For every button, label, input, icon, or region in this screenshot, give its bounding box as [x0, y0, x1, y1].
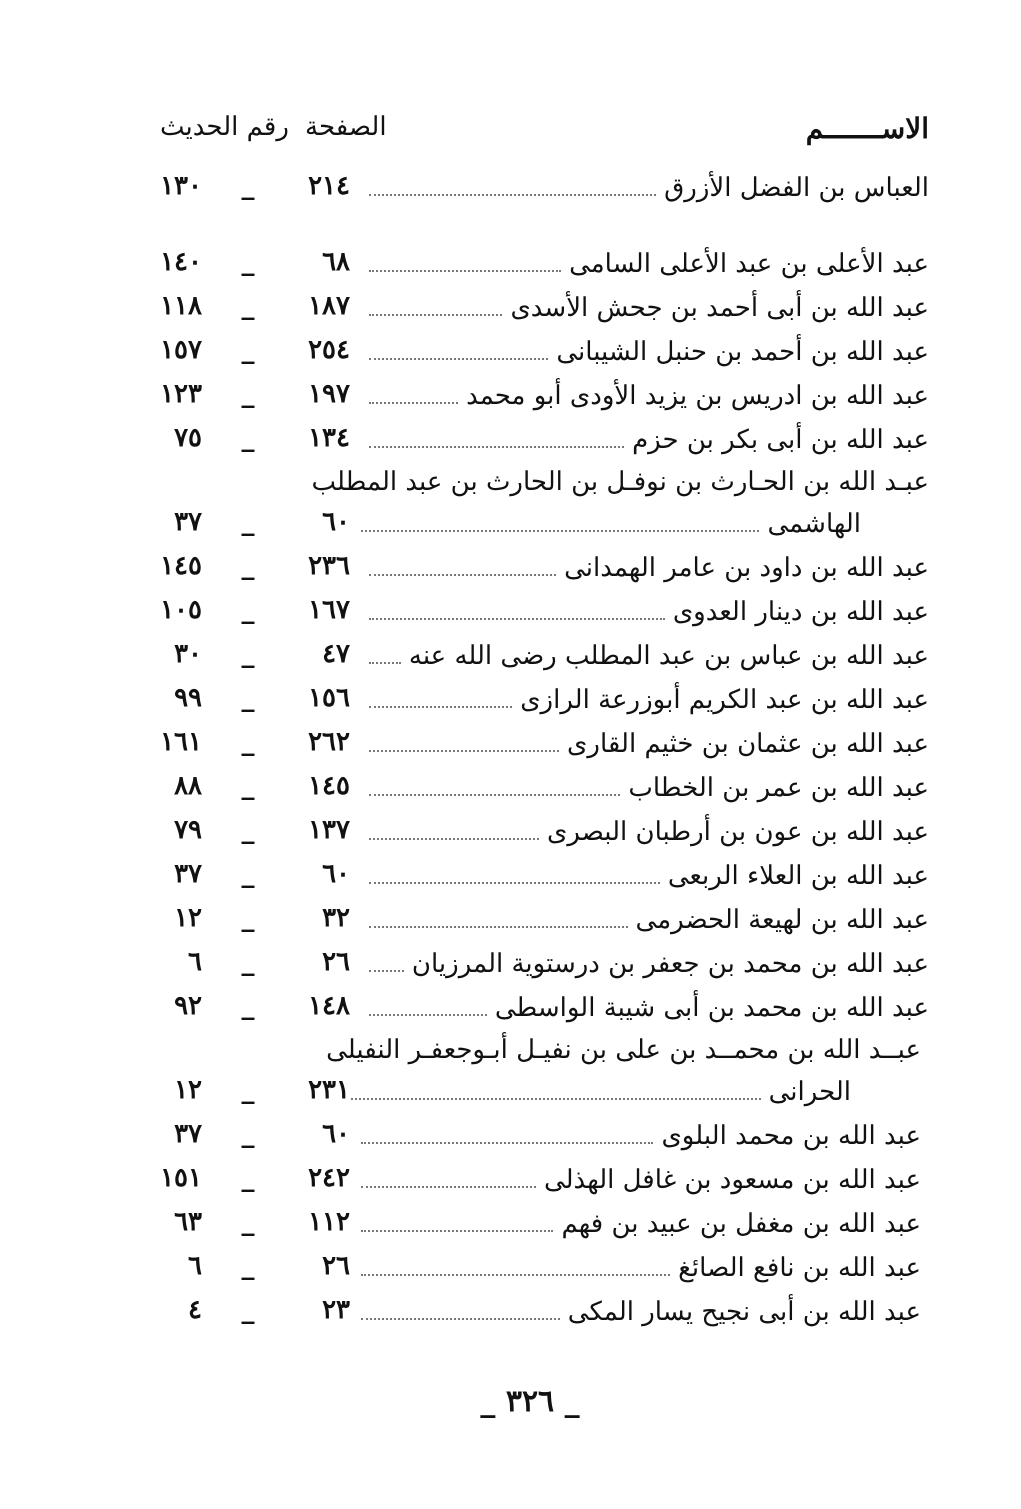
entry-name: عبد الله بن العلاء الربعى: [667, 861, 929, 891]
entry-name: عبد الله بن عبد الكريم أبوزرعة الرازى: [520, 685, 929, 715]
entry-dash: _: [241, 291, 255, 321]
entry-dash: _: [241, 639, 255, 669]
entry-name: الحرانى: [768, 1077, 851, 1107]
entry-dash: _: [241, 595, 255, 625]
dotted-leader: [369, 970, 404, 972]
index-row: [0, 1290, 1021, 1334]
index-row: [0, 1202, 1021, 1246]
entry-name: عبد الله بن دينار العدوى: [672, 597, 929, 627]
entry-name: عبد الله بن نافع الصائغ: [678, 1253, 921, 1283]
entry-dash: _: [241, 1251, 255, 1281]
entry-name: الهاشمى: [767, 509, 861, 539]
dotted-leader: [369, 750, 559, 752]
entry-hadith-number: ٨٨: [174, 771, 202, 801]
page-number: _ ٣٢٦ _: [480, 1384, 580, 1419]
entry-dash: _: [241, 859, 255, 889]
dotted-leader: [369, 358, 548, 360]
entry-name: عبد الله بن ادريس بن يزيد الأودى أبو محمد: [466, 381, 929, 411]
entry-hadith-number: ٧٩: [174, 815, 202, 845]
entry-hadith-number: ١٦١: [160, 727, 202, 757]
dotted-leader: [369, 314, 502, 316]
entry-page: ١١٢: [308, 1207, 350, 1237]
entry-name: عبد الله بن عباس بن عبد المطلب رضى الله عنه: [408, 641, 929, 671]
entry-page: ٢٣١: [308, 1075, 350, 1105]
entry-page: ٢٣٦: [308, 551, 350, 581]
entry-hadith-number: ١٤٥: [160, 551, 202, 581]
entry-hadith-number: ٦٣: [174, 1207, 202, 1237]
entry-hadith-number: ٩٩: [174, 683, 202, 713]
index-row: [0, 634, 1021, 678]
index-row: [0, 722, 1021, 766]
entry-dash: _: [241, 247, 255, 277]
entry-page: ١٩٧: [308, 379, 350, 409]
entry-hadith-number: ١٣٠: [160, 171, 202, 201]
entry-dash: _: [241, 903, 255, 933]
entry-page: ٢٦: [322, 1251, 350, 1281]
entry-dash: _: [241, 1163, 255, 1193]
entry-dash: _: [241, 1119, 255, 1149]
index-row: [0, 766, 1021, 810]
entry-name: عبد الله بن مسعود بن غافل الهذلى: [543, 1165, 921, 1195]
entry-name: عبد الله بن عمر بن الخطاب: [628, 773, 929, 803]
entry-page: ٢٤٢: [308, 1163, 350, 1193]
entry-name: عبد الله بن محمد البلوى: [661, 1121, 921, 1151]
entry-page: ١٦٧: [308, 595, 350, 625]
index-row: [0, 898, 1021, 942]
dotted-leader: [361, 530, 759, 532]
index-row: [0, 942, 1021, 986]
entry-name: عبد الله بن لهيعة الحضرمى: [635, 905, 929, 935]
entry-page: ٢٦٢: [308, 727, 350, 757]
entry-name: عبد الأعلى بن عبد الأعلى السامى: [569, 249, 929, 279]
entry-name: عبد الله بن محمد بن أبى شيبة الواسطى: [494, 993, 929, 1023]
index-row: [0, 1114, 1021, 1158]
entry-dash: _: [241, 335, 255, 365]
entry-page: ٦٨: [322, 247, 350, 277]
dotted-leader: [369, 706, 512, 708]
header-name: الاســـــــم: [805, 112, 929, 145]
entry-name-line1: عبــد الله بن محمــد بن على بن نفيـل أبـوجعفـر النفيلى: [326, 1035, 921, 1065]
entry-dash: _: [241, 683, 255, 713]
entry-dash: _: [241, 507, 255, 537]
entry-hadith-number: ٧٥: [174, 423, 202, 453]
entry-page: ١٤٨: [308, 991, 350, 1021]
entry-hadith-number: ١١٨: [160, 291, 202, 321]
entry-page: ١٨٧: [308, 291, 350, 321]
index-row: [0, 374, 1021, 418]
entry-page: ٦٠: [322, 1119, 350, 1149]
entry-name: عبد الله بن مغفل بن عبيد بن فهم: [561, 1209, 921, 1239]
index-row: [0, 166, 1021, 210]
dotted-leader: [369, 194, 656, 196]
entry-page: ١٥٦: [308, 683, 350, 713]
dotted-leader: [369, 402, 458, 404]
entry-dash: _: [241, 727, 255, 757]
index-row-continued-name: [0, 460, 1021, 504]
entry-dash: _: [241, 1075, 255, 1105]
dotted-leader: [361, 1274, 670, 1276]
entry-page: ٦٠: [322, 859, 350, 889]
entry-dash: _: [241, 423, 255, 453]
entry-hadith-number: ٦: [188, 1251, 202, 1281]
dotted-leader: [369, 270, 561, 272]
dotted-leader: [351, 1098, 761, 1100]
index-row: [0, 1158, 1021, 1202]
index-row: [0, 854, 1021, 898]
index-row: [0, 678, 1021, 722]
entry-page: ٤٧: [322, 639, 350, 669]
dotted-leader: [361, 1142, 653, 1144]
index-row: [0, 1070, 1021, 1114]
entry-hadith-number: ١٥٧: [160, 335, 202, 365]
entry-hadith-number: ١٢: [174, 1075, 202, 1105]
entry-dash: _: [241, 1207, 255, 1237]
entry-page: ٢١٤: [308, 171, 350, 201]
entry-page: ٢٦: [322, 947, 350, 977]
entry-hadith-number: ٤: [188, 1295, 202, 1325]
entry-page: ٢٥٤: [308, 335, 350, 365]
index-row: [0, 590, 1021, 634]
entry-page: ١٣٧: [308, 815, 350, 845]
entry-name: عبد الله بن أبى بكر بن حزم: [632, 425, 929, 455]
dotted-leader: [361, 1230, 553, 1232]
dotted-leader: [369, 882, 660, 884]
dotted-leader: [369, 926, 628, 928]
entry-dash: _: [241, 991, 255, 1021]
dotted-leader: [369, 574, 556, 576]
dotted-leader: [369, 662, 401, 664]
index-row: [0, 286, 1021, 330]
entry-hadith-number: ٣٧: [174, 859, 202, 889]
entry-hadith-number: ٣٧: [174, 507, 202, 537]
index-row: [0, 330, 1021, 374]
entry-name: عبد الله بن داود بن عامر الهمدانى: [564, 553, 929, 583]
entry-page: ١٤٥: [308, 771, 350, 801]
dotted-leader: [369, 794, 620, 796]
entry-name: عبد الله بن أبى أحمد بن جحش الأسدى: [510, 293, 929, 323]
index-row: [0, 810, 1021, 854]
entry-dash: _: [241, 1295, 255, 1325]
index-row-continued-name: [0, 1028, 1021, 1072]
entry-page: ٢٣: [322, 1295, 350, 1325]
entry-hadith-number: ١٥١: [160, 1163, 202, 1193]
entry-page: ٣٢: [322, 903, 350, 933]
entry-hadith-number: ٦: [188, 947, 202, 977]
dotted-leader: [369, 446, 624, 448]
entry-name: العباس بن الفضل الأزرق: [664, 173, 929, 203]
entry-name: عبد الله بن أبى نجيح يسار المكى: [567, 1297, 921, 1327]
entry-dash: _: [241, 551, 255, 581]
dotted-leader: [361, 1318, 560, 1320]
entry-hadith-number: ١٢: [174, 903, 202, 933]
dotted-leader: [361, 1186, 536, 1188]
header-hadith-number: رقم الحديث: [160, 112, 289, 142]
index-row: [0, 1246, 1021, 1290]
entry-page: ٦٠: [322, 507, 350, 537]
entry-dash: _: [241, 815, 255, 845]
dotted-leader: [369, 838, 539, 840]
entry-dash: _: [241, 171, 255, 201]
entry-hadith-number: ١٠٥: [160, 595, 202, 625]
header-page: الصفحة: [305, 112, 387, 142]
entry-hadith-number: ٣٧: [174, 1119, 202, 1149]
dotted-leader: [369, 1014, 487, 1016]
index-row: [0, 418, 1021, 462]
entry-hadith-number: ١٤٠: [160, 247, 202, 277]
entry-name: عبد الله بن محمد بن جعفر بن درستوية المرزيان: [411, 949, 929, 979]
entry-dash: _: [241, 379, 255, 409]
entry-name: عبد الله بن عثمان بن خثيم القارى: [567, 729, 929, 759]
entry-name: عبد الله بن أحمد بن حنبل الشيبانى: [556, 337, 929, 367]
entry-page: ١٣٤: [308, 423, 350, 453]
dotted-leader: [369, 618, 665, 620]
index-row: [0, 242, 1021, 286]
entry-name: عبد الله بن عون بن أرطبان البصرى: [547, 817, 929, 847]
entry-dash: _: [241, 947, 255, 977]
entry-hadith-number: ٣٠: [174, 639, 202, 669]
index-row: [0, 986, 1021, 1030]
entry-name-line1: عبـد الله بن الحـارث بن نوفـل بن الحارث بن عبد المطلب: [311, 467, 929, 497]
entry-hadith-number: ٩٢: [174, 991, 202, 1021]
index-row: [0, 546, 1021, 590]
entry-hadith-number: ١٢٣: [160, 379, 202, 409]
entry-dash: _: [241, 771, 255, 801]
index-row: [0, 502, 1021, 546]
